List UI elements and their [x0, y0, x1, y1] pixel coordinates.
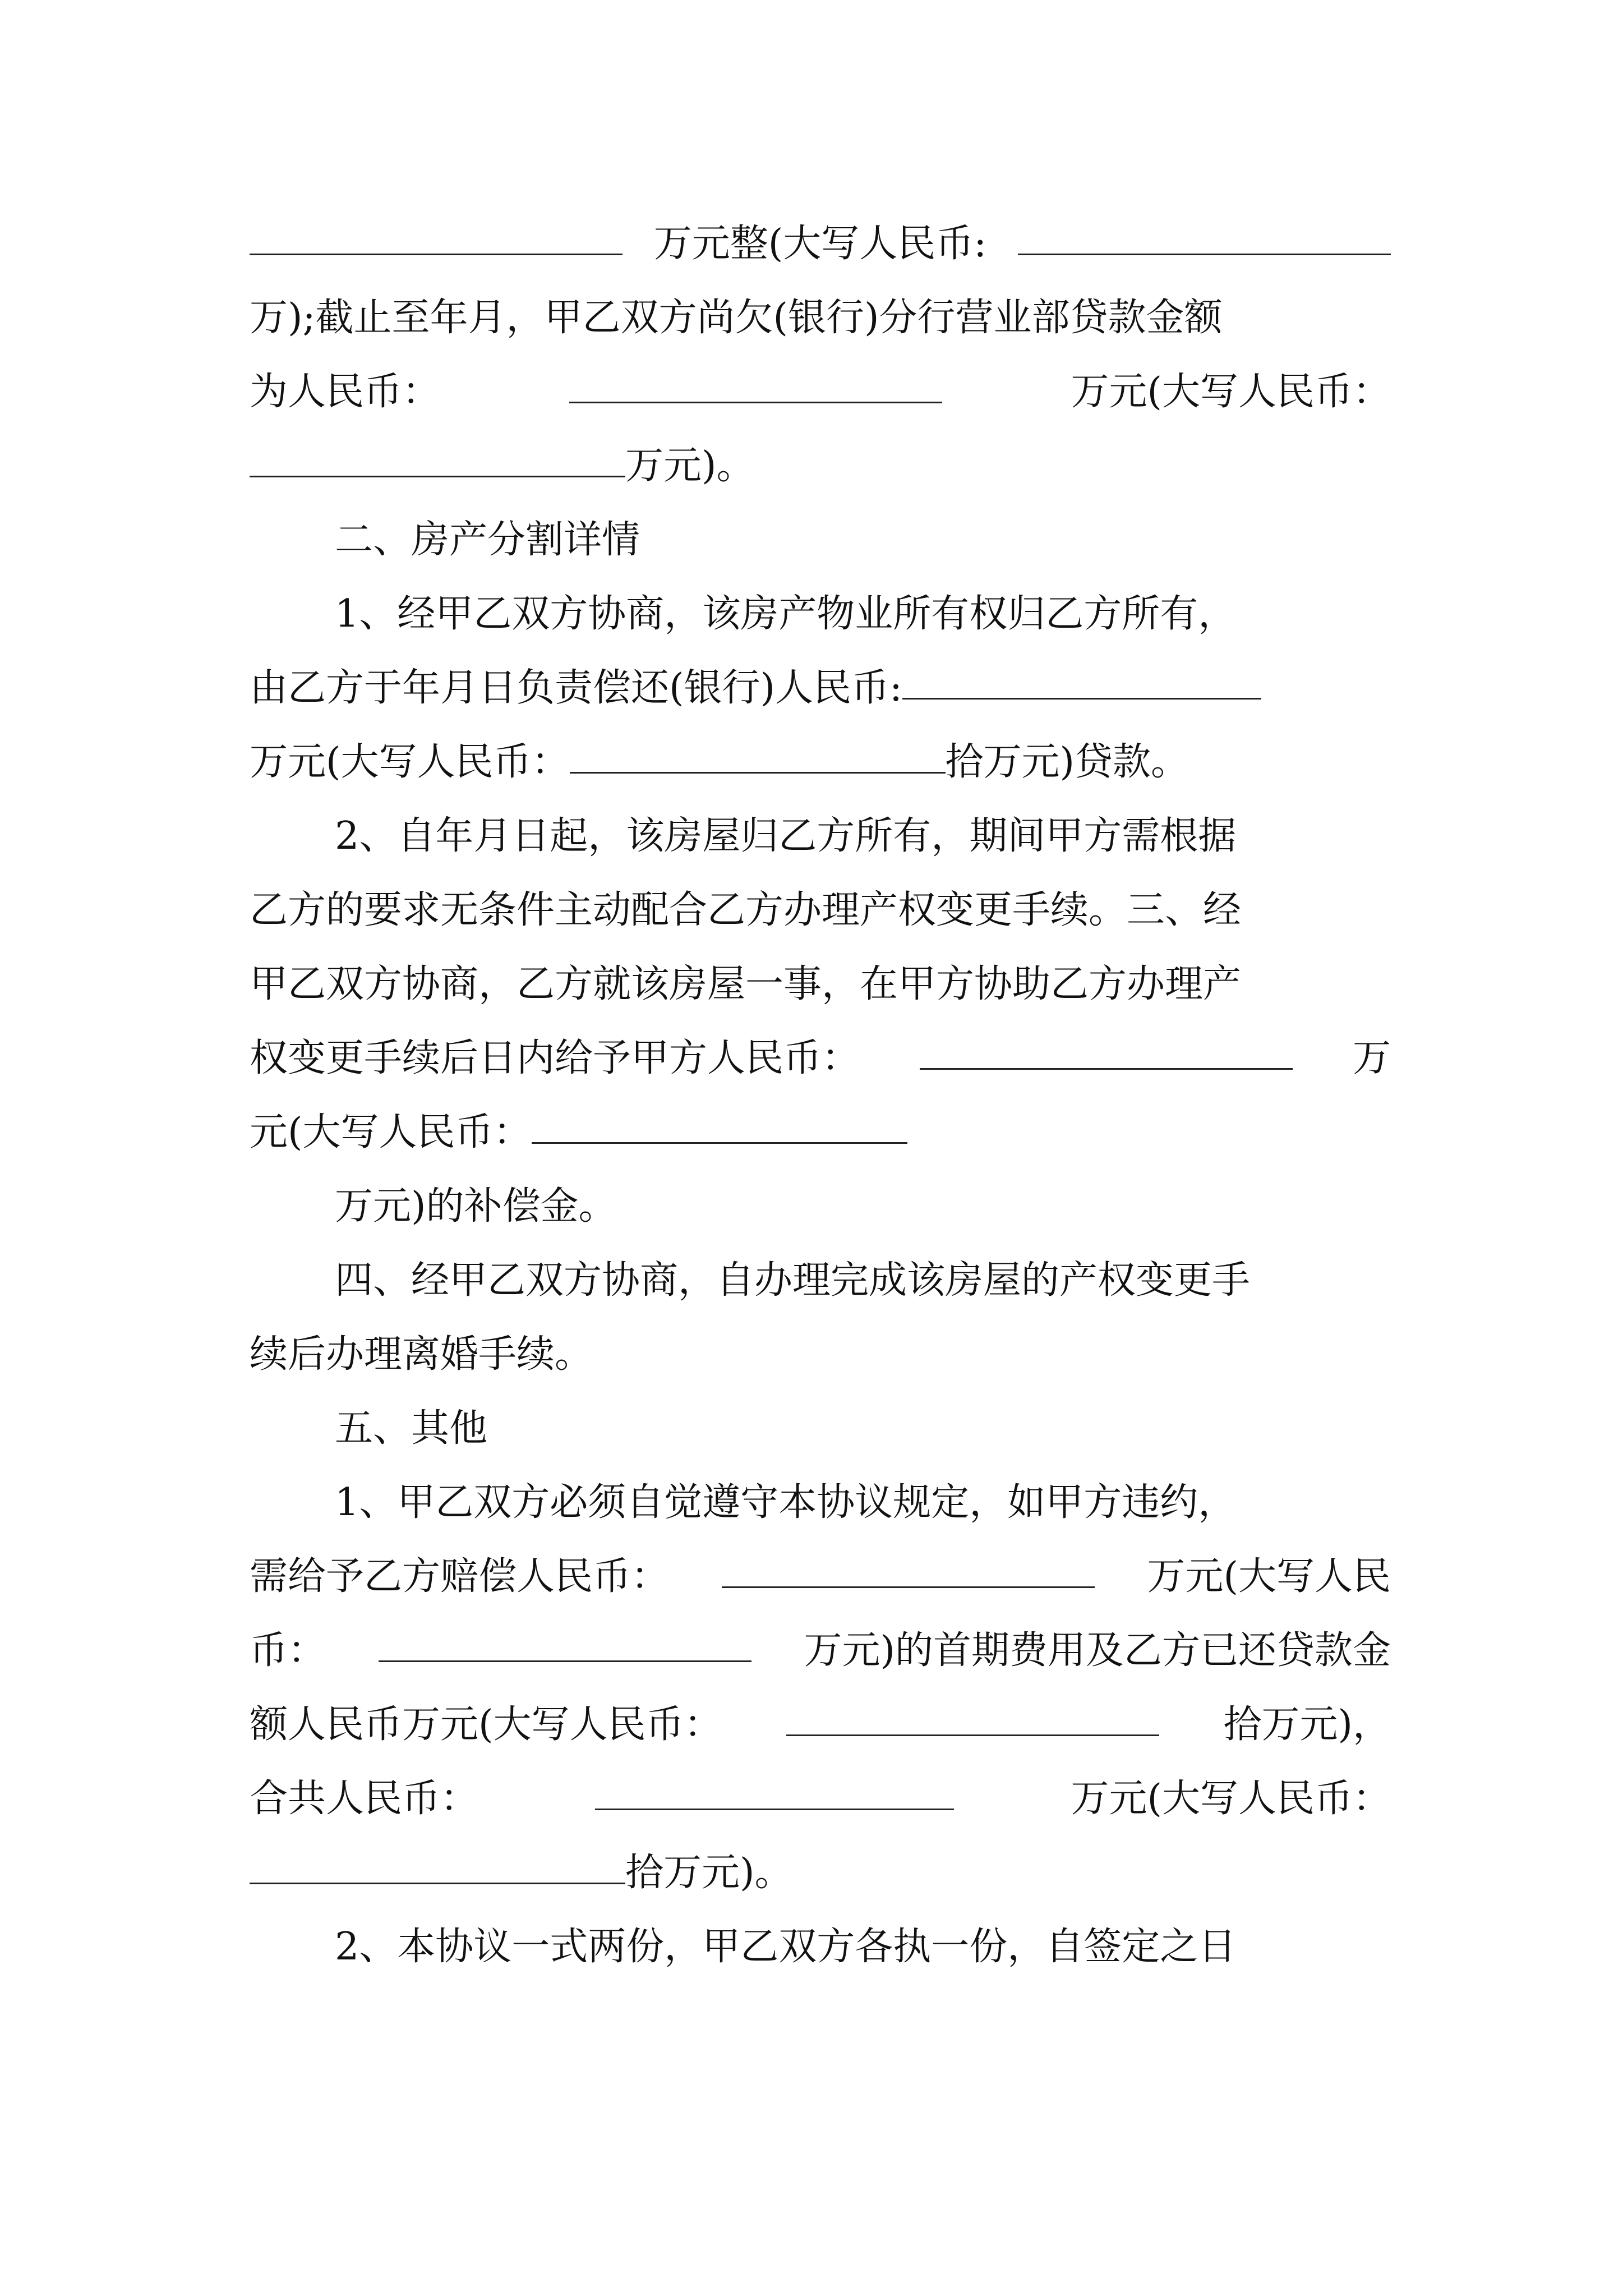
text-segment: 万元(大写人民币： — [250, 740, 570, 784]
text-segment: 万元(大写人民币： — [1071, 370, 1391, 414]
section-heading-2 — [250, 504, 1476, 577]
text-segment: 为人民币： — [250, 370, 441, 414]
blank-field — [379, 1614, 751, 1662]
text-line-12 — [250, 1022, 1391, 1095]
text-line-3 — [250, 356, 1391, 429]
text-line-11 — [250, 948, 1391, 1021]
text-segment: 甲乙双方协商，乙方就该房屋一事，在甲方协助乙方办理产 — [250, 962, 1242, 1006]
text-line-4 — [250, 430, 1391, 503]
text-line-1 — [250, 208, 1391, 280]
section-heading-4 — [250, 1244, 1476, 1317]
blank-field — [250, 1837, 625, 1884]
text-segment: 万元整(大写人民币: — [653, 222, 987, 266]
text-line-22 — [250, 1763, 1391, 1835]
text-line-13 — [250, 1096, 1391, 1169]
blank-field — [250, 208, 623, 255]
text-segment: 2、本协议一式两份，甲乙双方各执一份，自签定之日 — [335, 1925, 1237, 1969]
blank-field — [250, 430, 625, 477]
text-line-21 — [250, 1688, 1391, 1761]
text-line-19 — [250, 1540, 1391, 1613]
text-segment: 合共人民币： — [250, 1777, 479, 1821]
blank-field — [532, 1096, 907, 1144]
text-segment: 万 — [1352, 1036, 1391, 1080]
text-segment: 需给予乙方赔偿人民币： — [250, 1554, 670, 1599]
text-line-10 — [250, 874, 1391, 947]
text-segment: 万元)。 — [625, 444, 755, 488]
text-segment: 拾万元)贷款。 — [945, 740, 1189, 784]
text-line-23 — [250, 1837, 1391, 1910]
blank-field — [570, 726, 946, 774]
text-line-7 — [250, 652, 1391, 725]
blank-field — [920, 1022, 1293, 1070]
text-line-2 — [250, 282, 1391, 355]
text-line-24 — [250, 1911, 1476, 1984]
blank-field — [569, 356, 942, 403]
text-line-16 — [250, 1318, 1391, 1391]
text-segment: 1、甲乙双方必须自觉遵守本协议规定，如甲方违约， — [335, 1480, 1237, 1525]
blank-field — [595, 1763, 954, 1810]
text-segment: 五、其他 — [335, 1406, 488, 1451]
text-segment: 拾万元)。 — [625, 1851, 793, 1895]
blank-field — [722, 1540, 1095, 1588]
blank-field — [1018, 208, 1391, 255]
text-segment: 2、自年月日起，该房屋归乙方所有，期间甲方需根据 — [335, 814, 1237, 858]
text-segment: 万元(大写人民币： — [1071, 1777, 1391, 1821]
text-line-20 — [250, 1614, 1391, 1687]
text-segment: 续后办理离婚手续。 — [250, 1332, 593, 1377]
text-segment: 万元(大写人民 — [1147, 1554, 1391, 1599]
text-segment: 拾万元)， — [1223, 1703, 1391, 1747]
text-segment: 万元)的首期费用及乙方已还贷款金 — [804, 1628, 1391, 1673]
text-line-18 — [250, 1466, 1476, 1539]
section-heading-5 — [250, 1392, 1476, 1465]
blank-field — [902, 652, 1261, 700]
text-line-9 — [250, 800, 1476, 873]
text-line-14 — [250, 1170, 1476, 1243]
text-line-8 — [250, 726, 1391, 799]
text-segment: 四、经甲乙双方协商，自办理完成该房屋的产权变更手 — [335, 1258, 1251, 1303]
text-segment: 元(大写人民币： — [250, 1110, 532, 1154]
text-segment: 由乙方于年月日负责偿还(银行)人民币: — [250, 666, 902, 710]
text-segment: 权变更手续后日内给予甲方人民币： — [250, 1036, 860, 1080]
text-segment: 额人民币万元(大写人民币： — [250, 1703, 722, 1747]
text-segment: 万);截止至年月，甲乙双方尚欠(银行)分行营业部贷款金额 — [250, 296, 1223, 340]
blank-field — [786, 1688, 1159, 1736]
text-line-6 — [250, 578, 1476, 651]
text-segment: 二、房产分割详情 — [335, 518, 640, 562]
text-segment: 万元)的补偿金。 — [335, 1184, 617, 1228]
text-segment: 乙方的要求无条件主动配合乙方办理产权变更手续。三、经 — [250, 888, 1242, 932]
text-segment: 币： — [250, 1628, 326, 1673]
text-segment: 1、经甲乙双方协商，该房产物业所有权归乙方所有， — [335, 592, 1237, 636]
